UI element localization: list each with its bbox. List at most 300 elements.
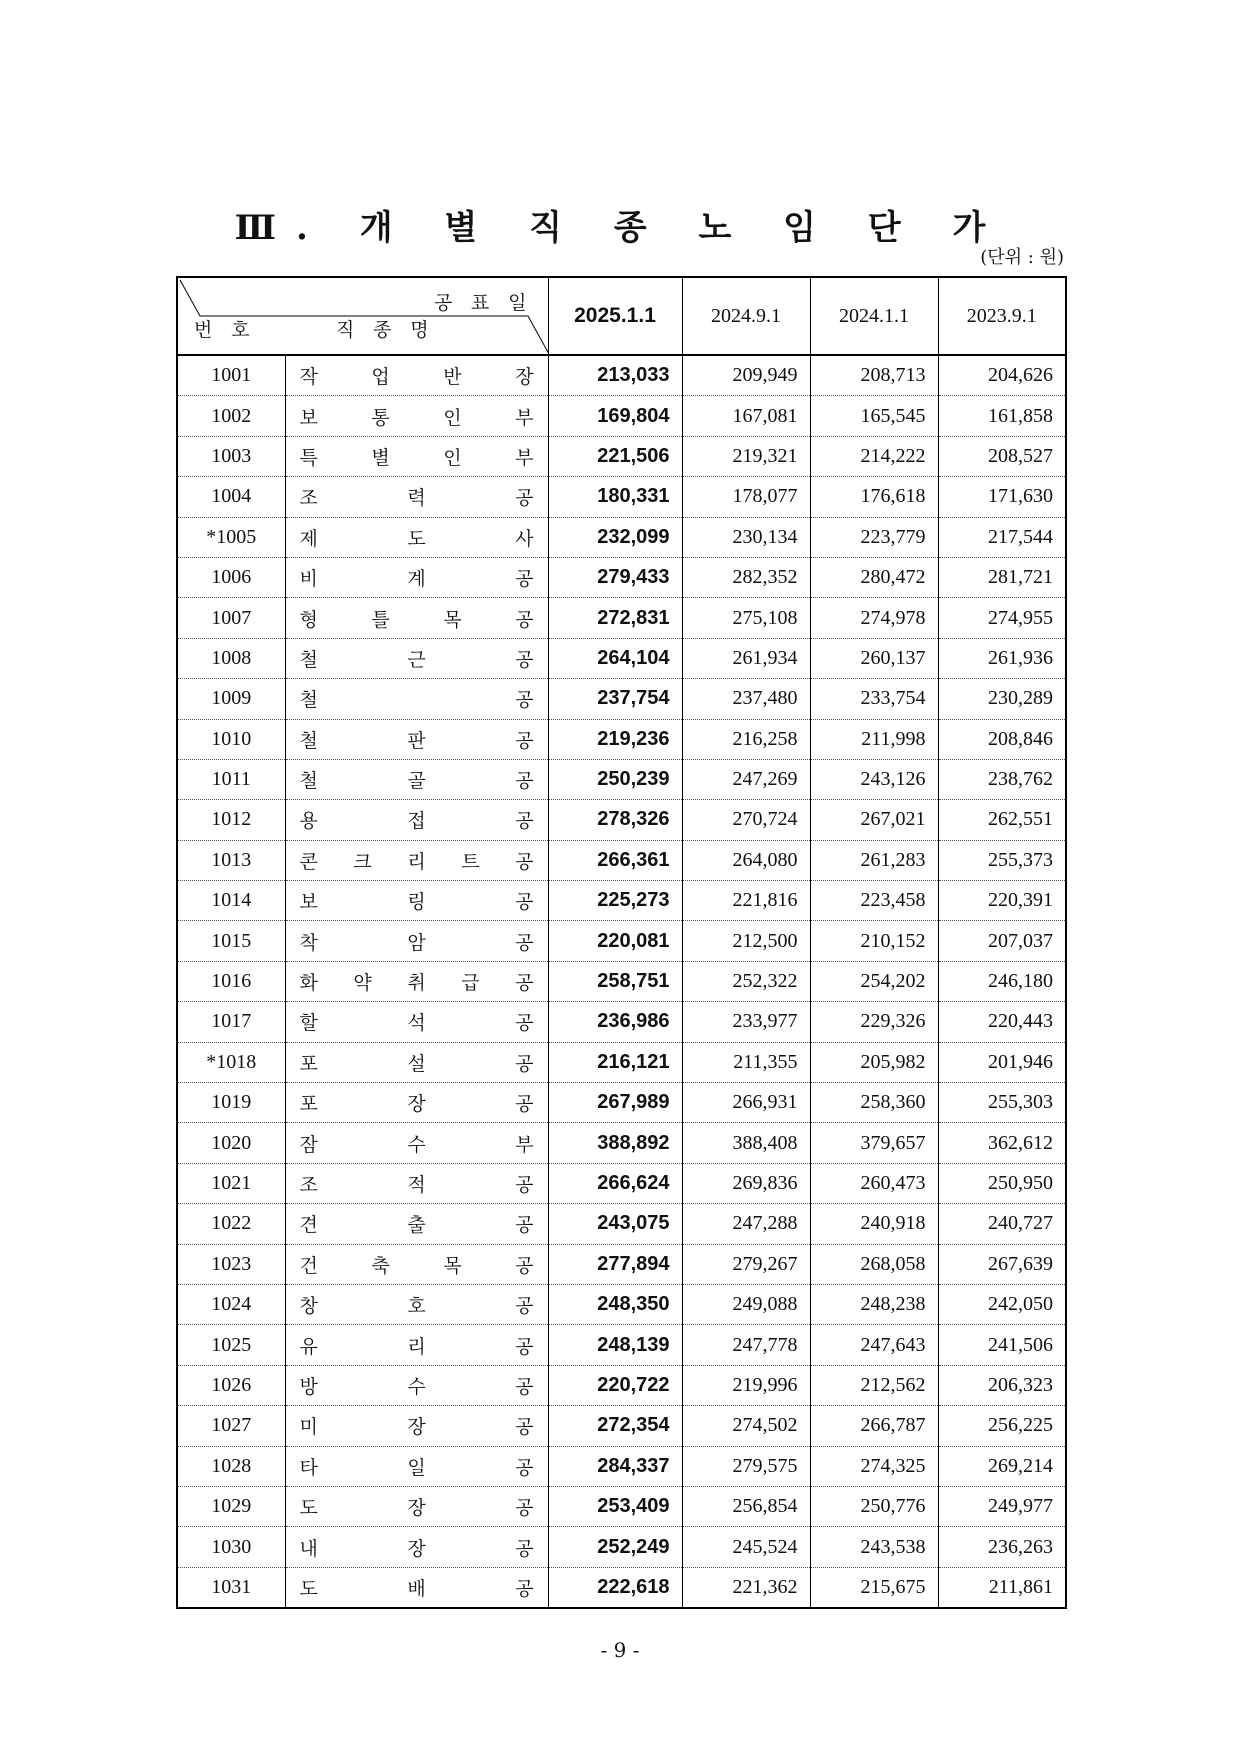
job-name-char: 공 <box>515 972 534 995</box>
job-name-char: 크 <box>353 850 372 873</box>
job-name-char: 업 <box>371 366 390 389</box>
table-row <box>177 840 1066 880</box>
job-name-char: 일 <box>407 1456 426 1479</box>
job-name-char: 공 <box>515 487 534 510</box>
wage-value: 258,751 <box>548 961 682 1001</box>
job-name-char: 적 <box>407 1174 426 1196</box>
wage-value: 267,021 <box>810 800 938 840</box>
wage-value: 246,180 <box>938 961 1066 1001</box>
wage-value: 274,502 <box>682 1406 810 1446</box>
wage-value: 232,099 <box>548 517 682 557</box>
job-name-char: 내 <box>299 1537 318 1560</box>
wage-value: 204,626 <box>938 355 1066 396</box>
wage-value: 248,350 <box>548 1284 682 1324</box>
job-number: *1018 <box>177 1042 285 1082</box>
wage-value: 236,263 <box>938 1527 1066 1567</box>
job-name <box>285 598 548 638</box>
job-name-char: 공 <box>515 1335 534 1358</box>
job-name-char: 공 <box>515 1174 534 1196</box>
wage-value: 279,267 <box>682 1244 810 1284</box>
job-name-char: 방 <box>299 1375 318 1398</box>
table-row <box>177 1204 1066 1244</box>
wage-value: 212,562 <box>810 1365 938 1405</box>
job-name-char: 포 <box>299 1093 318 1116</box>
table-row <box>177 961 1066 1001</box>
job-name-char: 유 <box>299 1335 318 1358</box>
wage-value: 214,222 <box>810 436 938 476</box>
wage-value: 261,283 <box>810 840 938 880</box>
page-number: - 9 - <box>600 1638 640 1662</box>
job-name-char: 잠 <box>299 1133 318 1156</box>
wage-value: 180,331 <box>548 477 682 517</box>
table-row <box>177 1486 1066 1526</box>
table-row <box>177 921 1066 961</box>
job-number: 1019 <box>177 1083 285 1123</box>
job-name <box>285 1527 548 1567</box>
wage-value: 247,288 <box>682 1204 810 1244</box>
job-name-char: 접 <box>407 810 426 833</box>
wage-value: 266,931 <box>682 1083 810 1123</box>
job-name-char: 보 <box>299 891 318 914</box>
job-number: 1013 <box>177 840 285 880</box>
wage-value: 256,854 <box>682 1486 810 1526</box>
job-name <box>285 961 548 1001</box>
table-row <box>177 598 1066 638</box>
job-number: 1011 <box>177 759 285 799</box>
wage-value: 248,238 <box>810 1284 938 1324</box>
job-name-char: 인 <box>443 446 462 469</box>
job-name-char: 력 <box>407 487 426 510</box>
wage-value: 388,892 <box>548 1123 682 1163</box>
job-number: 1025 <box>177 1325 285 1365</box>
job-name-char: 공 <box>515 1254 534 1277</box>
job-number: *1005 <box>177 517 285 557</box>
wage-value: 247,269 <box>682 759 810 799</box>
job-name-char: 부 <box>515 446 534 469</box>
job-name <box>285 1406 548 1446</box>
job-number: 1001 <box>177 355 285 396</box>
wage-value: 278,326 <box>548 800 682 840</box>
date-header-2025-1-1: 2025.1.1 <box>548 277 682 355</box>
job-number: 1030 <box>177 1527 285 1567</box>
job-number: 1003 <box>177 436 285 476</box>
job-name-char: 미 <box>299 1416 318 1439</box>
job-name-char: 장 <box>407 1537 426 1560</box>
job-name-char: 장 <box>515 366 534 389</box>
job-name-char: 호 <box>407 1295 426 1318</box>
job-name-char: 배 <box>407 1577 426 1600</box>
wage-value: 238,762 <box>938 759 1066 799</box>
job-name-char: 보 <box>299 406 318 429</box>
wage-value: 221,362 <box>682 1567 810 1608</box>
job-number: 1026 <box>177 1365 285 1405</box>
job-name <box>285 1446 548 1486</box>
wage-value: 171,630 <box>938 477 1066 517</box>
job-name-char: 조 <box>299 1174 318 1196</box>
job-name-char: 공 <box>515 568 534 591</box>
job-name-char: 형 <box>299 608 318 631</box>
job-name-char: 포 <box>299 1052 318 1075</box>
wage-value: 388,408 <box>682 1123 810 1163</box>
job-name-char: 건 <box>299 1254 318 1277</box>
wage-value: 260,473 <box>810 1163 938 1203</box>
job-name-char: 콘 <box>299 850 318 873</box>
wage-value: 213,033 <box>548 355 682 396</box>
job-name-char: 공 <box>515 891 534 914</box>
job-name-char: 도 <box>407 527 426 550</box>
wage-value: 248,139 <box>548 1325 682 1365</box>
table-row <box>177 719 1066 759</box>
wage-value: 169,804 <box>548 396 682 436</box>
table-row <box>177 1163 1066 1203</box>
wage-value: 216,258 <box>682 719 810 759</box>
wage-value: 240,918 <box>810 1204 938 1244</box>
job-name-char: 목 <box>443 608 462 631</box>
job-name-char: 제 <box>299 527 318 550</box>
job-name-char: 부 <box>515 406 534 429</box>
wage-value: 219,236 <box>548 719 682 759</box>
job-name-char: 공 <box>515 1456 534 1479</box>
wage-value: 270,724 <box>682 800 810 840</box>
table-row <box>177 1406 1066 1446</box>
wage-value: 379,657 <box>810 1123 938 1163</box>
wage-value: 243,538 <box>810 1527 938 1567</box>
wage-value: 255,303 <box>938 1083 1066 1123</box>
wage-value: 284,337 <box>548 1446 682 1486</box>
wage-value: 233,977 <box>682 1002 810 1042</box>
job-name-char: 별 <box>371 446 390 469</box>
job-name <box>285 396 548 436</box>
wage-value: 264,080 <box>682 840 810 880</box>
table-row <box>177 1365 1066 1405</box>
job-name <box>285 557 548 597</box>
wage-value: 272,354 <box>548 1406 682 1446</box>
job-name-char: 창 <box>299 1295 318 1318</box>
job-name-char: 철 <box>299 648 318 671</box>
job-number: 1007 <box>177 598 285 638</box>
job-name <box>285 1567 548 1608</box>
job-name <box>285 1284 548 1324</box>
wage-value: 272,831 <box>548 598 682 638</box>
job-name <box>285 1123 548 1163</box>
job-name-label: 직 종 명 <box>336 320 436 341</box>
wage-value: 220,391 <box>938 881 1066 921</box>
job-name-char: 용 <box>299 810 318 833</box>
table-row <box>177 759 1066 799</box>
wage-value: 212,500 <box>682 921 810 961</box>
date-header-2024-1-1: 2024.1.1 <box>810 277 938 355</box>
wage-value: 236,986 <box>548 1002 682 1042</box>
job-name-char: 공 <box>515 1497 534 1520</box>
job-number: 1023 <box>177 1244 285 1284</box>
job-name-char: 리 <box>407 850 426 873</box>
job-name-char: 암 <box>407 931 426 954</box>
job-name <box>285 1002 548 1042</box>
wage-value: 262,551 <box>938 800 1066 840</box>
job-name-char: 견 <box>299 1214 318 1237</box>
job-number: 1027 <box>177 1406 285 1446</box>
wage-value: 210,152 <box>810 921 938 961</box>
job-name <box>285 881 548 921</box>
wage-value: 256,225 <box>938 1406 1066 1446</box>
table-row <box>177 477 1066 517</box>
job-number: 1022 <box>177 1204 285 1244</box>
wage-value: 167,081 <box>682 396 810 436</box>
wage-value: 250,239 <box>548 759 682 799</box>
wage-value: 362,612 <box>938 1123 1066 1163</box>
job-name <box>285 679 548 719</box>
wage-value: 219,996 <box>682 1365 810 1405</box>
wage-value: 280,472 <box>810 557 938 597</box>
wage-value: 264,104 <box>548 638 682 678</box>
wage-value: 267,639 <box>938 1244 1066 1284</box>
wage-value: 269,214 <box>938 1446 1066 1486</box>
wage-value: 225,273 <box>548 881 682 921</box>
wage-value: 229,326 <box>810 1002 938 1042</box>
job-name-char: 공 <box>515 689 534 712</box>
wage-value: 208,527 <box>938 436 1066 476</box>
wage-value: 258,360 <box>810 1083 938 1123</box>
wage-value: 165,545 <box>810 396 938 436</box>
wage-value: 221,506 <box>548 436 682 476</box>
job-name-char: 화 <box>299 972 318 995</box>
date-header-2023-9-1: 2023.9.1 <box>938 277 1066 355</box>
table-row <box>177 1527 1066 1567</box>
job-name-char: 축 <box>371 1254 390 1277</box>
job-name-char: 공 <box>515 1052 534 1075</box>
table-header-row <box>177 277 1066 355</box>
job-name <box>285 517 548 557</box>
announce-date-label: 공 표 일 <box>433 293 534 314</box>
wage-value: 255,373 <box>938 840 1066 880</box>
wage-value: 217,544 <box>938 517 1066 557</box>
wage-value: 211,861 <box>938 1567 1066 1608</box>
wage-value: 252,322 <box>682 961 810 1001</box>
unit-note: (단위 : 원) <box>980 247 1064 268</box>
job-name-char: 철 <box>299 770 318 793</box>
job-name-char: 할 <box>299 1012 318 1035</box>
job-name-char: 공 <box>515 810 534 833</box>
job-name-char: 도 <box>299 1577 318 1600</box>
table-row <box>177 1002 1066 1042</box>
wage-value: 274,978 <box>810 598 938 638</box>
table-row <box>177 1446 1066 1486</box>
wage-value: 220,722 <box>548 1365 682 1405</box>
table-row <box>177 679 1066 719</box>
table-row <box>177 1567 1066 1608</box>
wage-value: 223,458 <box>810 881 938 921</box>
wage-value: 215,675 <box>810 1567 938 1608</box>
job-name-char: 인 <box>443 406 462 429</box>
wage-value: 281,721 <box>938 557 1066 597</box>
job-number: 1017 <box>177 1002 285 1042</box>
job-number: 1002 <box>177 396 285 436</box>
wage-table <box>176 276 1067 1609</box>
job-number: 1020 <box>177 1123 285 1163</box>
job-name-char: 장 <box>407 1416 426 1439</box>
job-name-char: 링 <box>407 891 426 914</box>
wage-value: 250,950 <box>938 1163 1066 1203</box>
wage-value: 266,624 <box>548 1163 682 1203</box>
wage-value: 243,075 <box>548 1204 682 1244</box>
job-name-char: 도 <box>299 1497 318 1520</box>
job-number: 1015 <box>177 921 285 961</box>
table-row <box>177 436 1066 476</box>
job-name-char: 공 <box>515 1537 534 1560</box>
job-name-char: 공 <box>515 1093 534 1116</box>
job-name-char: 판 <box>407 729 426 752</box>
job-name-char: 리 <box>407 1335 426 1358</box>
job-name-char: 공 <box>515 648 534 671</box>
wage-value: 261,934 <box>682 638 810 678</box>
table-row <box>177 1325 1066 1365</box>
wage-value: 222,618 <box>548 1567 682 1608</box>
job-name <box>285 477 548 517</box>
wage-value: 220,081 <box>548 921 682 961</box>
wage-value: 208,846 <box>938 719 1066 759</box>
diagonal-header-cell <box>177 277 548 355</box>
job-number: 1029 <box>177 1486 285 1526</box>
job-name-char: 공 <box>515 931 534 954</box>
job-name-char: 출 <box>407 1214 426 1237</box>
wage-value: 261,936 <box>938 638 1066 678</box>
job-name-char: 트 <box>461 850 480 873</box>
table-row <box>177 1244 1066 1284</box>
table-row <box>177 355 1066 396</box>
job-name-char: 공 <box>515 1375 534 1398</box>
job-name-char: 착 <box>299 931 318 954</box>
wage-value: 267,989 <box>548 1083 682 1123</box>
job-number: 1016 <box>177 961 285 1001</box>
wage-value: 216,121 <box>548 1042 682 1082</box>
job-name <box>285 1042 548 1082</box>
table-row <box>177 800 1066 840</box>
wage-value: 219,321 <box>682 436 810 476</box>
job-name-char: 부 <box>515 1133 534 1156</box>
wage-value: 266,361 <box>548 840 682 880</box>
wage-value: 237,480 <box>682 679 810 719</box>
job-name-char: 공 <box>515 850 534 873</box>
wage-value: 243,126 <box>810 759 938 799</box>
job-name-char: 통 <box>371 406 390 429</box>
wage-value: 237,754 <box>548 679 682 719</box>
wage-value: 249,977 <box>938 1486 1066 1526</box>
job-name-char: 공 <box>515 1577 534 1600</box>
job-name-char: 석 <box>407 1012 426 1035</box>
job-name-char: 특 <box>299 446 318 469</box>
wage-value: 277,894 <box>548 1244 682 1284</box>
wage-value: 221,816 <box>682 881 810 921</box>
job-name-char: 급 <box>461 972 480 995</box>
job-name-char: 약 <box>353 972 372 995</box>
wage-value: 266,787 <box>810 1406 938 1446</box>
job-name-char: 장 <box>407 1093 426 1116</box>
table-row <box>177 396 1066 436</box>
wage-value: 206,323 <box>938 1365 1066 1405</box>
wage-value: 279,575 <box>682 1446 810 1486</box>
wage-value: 254,202 <box>810 961 938 1001</box>
job-name <box>285 719 548 759</box>
job-name-char: 작 <box>299 366 318 389</box>
wage-value: 240,727 <box>938 1204 1066 1244</box>
job-name <box>285 355 548 396</box>
job-name <box>285 1244 548 1284</box>
job-name-char: 목 <box>443 1254 462 1277</box>
job-name <box>285 1365 548 1405</box>
wage-value: 161,858 <box>938 396 1066 436</box>
wage-value: 274,955 <box>938 598 1066 638</box>
table-row <box>177 1284 1066 1324</box>
wage-value: 282,352 <box>682 557 810 597</box>
wage-value: 279,433 <box>548 557 682 597</box>
job-name-char: 공 <box>515 1214 534 1237</box>
wage-value: 205,982 <box>810 1042 938 1082</box>
wage-value: 176,618 <box>810 477 938 517</box>
job-name-char: 철 <box>299 689 318 712</box>
job-name-char: 틀 <box>371 608 390 631</box>
wage-value: 220,443 <box>938 1002 1066 1042</box>
job-name <box>285 921 548 961</box>
wage-value: 230,134 <box>682 517 810 557</box>
job-name <box>285 840 548 880</box>
wage-value: 253,409 <box>548 1486 682 1526</box>
wage-value: 275,108 <box>682 598 810 638</box>
job-number: 1021 <box>177 1163 285 1203</box>
wage-value: 252,249 <box>548 1527 682 1567</box>
job-name-char: 공 <box>515 1295 534 1318</box>
table-row <box>177 517 1066 557</box>
job-name-char: 수 <box>407 1133 426 1156</box>
wage-value: 245,524 <box>682 1527 810 1567</box>
job-name <box>285 436 548 476</box>
job-name <box>285 800 548 840</box>
job-name <box>285 1163 548 1203</box>
job-name-char: 반 <box>443 366 462 389</box>
job-name-char: 공 <box>515 1416 534 1439</box>
table-row <box>177 1083 1066 1123</box>
job-name-char: 조 <box>299 487 318 510</box>
job-number: 1006 <box>177 557 285 597</box>
table-row <box>177 1123 1066 1163</box>
job-name-char: 공 <box>515 770 534 793</box>
job-name-char: 수 <box>407 1375 426 1398</box>
wage-value: 274,325 <box>810 1446 938 1486</box>
wage-value: 211,998 <box>810 719 938 759</box>
job-name <box>285 1083 548 1123</box>
table-row <box>177 1042 1066 1082</box>
job-name-char: 비 <box>299 568 318 591</box>
wage-value: 268,058 <box>810 1244 938 1284</box>
job-name-char: 사 <box>515 527 534 550</box>
wage-value: 230,289 <box>938 679 1066 719</box>
wage-value: 247,643 <box>810 1325 938 1365</box>
wage-value: 209,949 <box>682 355 810 396</box>
job-name <box>285 1325 548 1365</box>
job-number: 1024 <box>177 1284 285 1324</box>
wage-value: 207,037 <box>938 921 1066 961</box>
wage-value: 269,836 <box>682 1163 810 1203</box>
wage-value: 260,137 <box>810 638 938 678</box>
job-number: 1004 <box>177 477 285 517</box>
wage-value: 201,946 <box>938 1042 1066 1082</box>
job-number: 1031 <box>177 1567 285 1608</box>
date-header-2024-9-1: 2024.9.1 <box>682 277 810 355</box>
wage-value: 241,506 <box>938 1325 1066 1365</box>
wage-value: 247,778 <box>682 1325 810 1365</box>
number-label: 번 호 <box>194 320 257 341</box>
wage-value: 211,355 <box>682 1042 810 1082</box>
job-number: 1009 <box>177 679 285 719</box>
